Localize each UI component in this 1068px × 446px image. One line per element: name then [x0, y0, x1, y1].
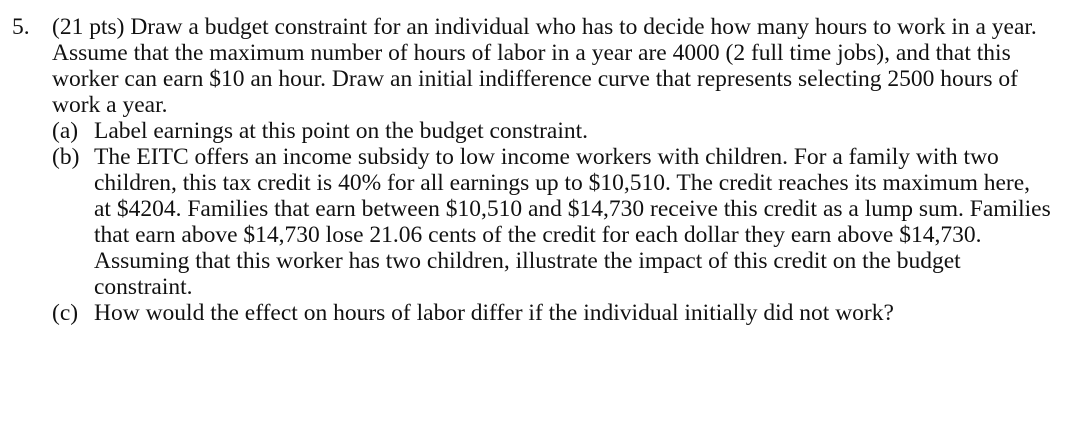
part-c-text: How would the effect on hours of labor differ if the individual initially did not work? — [94, 300, 894, 326]
part-a — [52, 118, 1052, 144]
question-header — [12, 14, 1052, 118]
question-number: 5. — [12, 14, 30, 40]
part-b-label: (b) — [52, 144, 80, 170]
part-a-text: Label earnings at this point on the budget constraint. — [94, 118, 589, 144]
question-prompt: (21 pts) Draw a budget constraint for an individual who has to decide how many hours to work in a year. Assume that the maximum number of hours of labor in a year are 4000 (2 full time jobs), and that this worker can earn $10 an hour. Draw an initial indifference curve that represents selecting 2500 hours of work a year. — [52, 14, 1037, 118]
part-c — [52, 300, 1052, 326]
question-block — [12, 14, 1052, 326]
question-parts — [52, 118, 1052, 326]
part-b-text: The EITC offers an income subsidy to low income workers with children. For a family with two children, this tax credit is 40% for all earnings up to $10,510. The credit reaches its maximum here, at $4204. Families that earn between $10,510 and $14,730 receive this credit as a lump sum. Families that earn above $14,730 lose 21.06 cents of the credit for each dollar they earn above $14,730. Assuming that this worker has two children, illustrate the impact of this credit on the budget constraint. — [94, 144, 1051, 300]
part-c-label: (c) — [52, 300, 79, 326]
part-a-label: (a) — [52, 118, 79, 144]
part-b — [52, 144, 1052, 300]
